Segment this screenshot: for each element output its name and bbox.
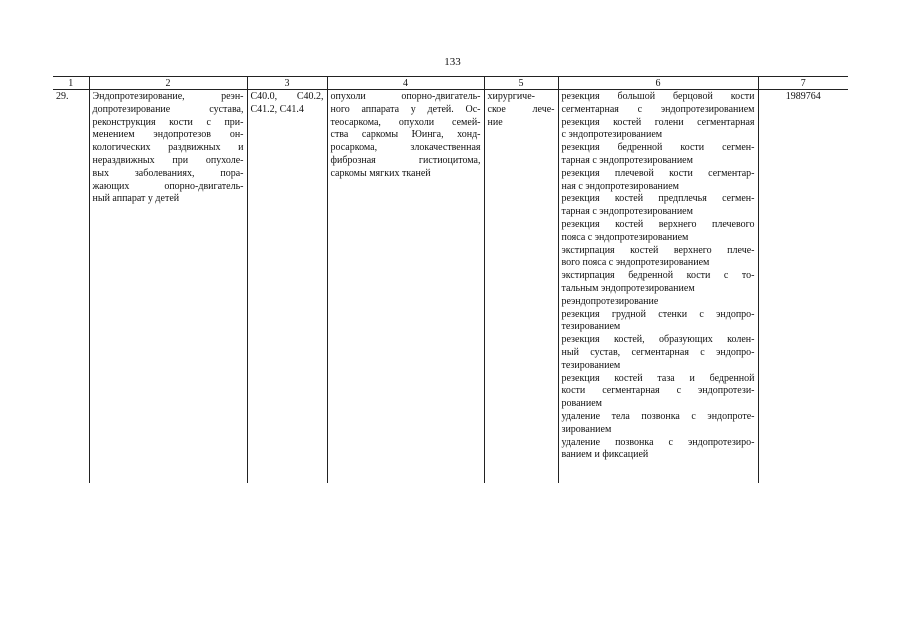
row-number-cell [53, 90, 89, 484]
diagnosis-line: опухоли опорно-двигатель- [330, 91, 481, 102]
column-header-7: 7 [758, 77, 848, 90]
treatment-method-line: с эндопротезированием [561, 129, 663, 141]
procedure-name-line: менением эндопротезов он- [92, 129, 244, 141]
procedure-name-line: вых заболеваниях, пора- [92, 167, 244, 179]
treatment-method-line: резекция грудной стенки с эндопро- [561, 308, 755, 320]
treatment-method-line: реэндопротезирование [561, 295, 659, 307]
treatment-method-line: резекция бедренной кости сегмен- [561, 142, 755, 154]
icd-codes-line: C40.0, C40.2, [250, 91, 324, 102]
treatment-method-line: рованием [561, 398, 602, 410]
treatment-method-line: резекция костей, образующих колен- [561, 334, 755, 346]
diagnosis-line: росаркома, злокачественная [330, 142, 481, 154]
treatment-type-line: ское лече- [487, 103, 555, 115]
treatment-method-line: тарная с эндопротезированием [561, 206, 693, 218]
treatment-method-line: ный сустав, сегментарная с эндопро- [561, 346, 755, 358]
procedure-name-line: ный аппарат у детей [92, 193, 180, 205]
treatment-method-line: сегментарная с эндопротезированием [561, 103, 755, 115]
column-header-4: 4 [327, 77, 484, 90]
treatment-method-line: ная с эндопротезированием [561, 180, 680, 192]
standard-value: 1989764 [785, 91, 821, 102]
treatment-method-line: резекция костей верхнего плечевого [561, 218, 755, 230]
column-header-2: 2 [89, 77, 247, 90]
treatment-method-line: пояса с эндопротезированием [561, 231, 689, 243]
procedure-name-line: допротезирование сустава, [92, 103, 244, 115]
diagnosis-line: теосаркома, опухоли семей- [330, 116, 481, 128]
treatment-method-line: экстирпация костей верхнего плече- [561, 244, 755, 256]
header-row [53, 77, 848, 90]
procedure-name-line: кологических раздвижных и [92, 142, 244, 154]
procedure-name-line: Эндопротезирование, реэн- [92, 91, 244, 102]
treatment-type-cell [484, 90, 558, 484]
procedure-name-cell [89, 90, 247, 484]
data-table [53, 76, 848, 483]
standard-value-cell [758, 90, 848, 484]
treatment-method-line: резекция костей голени сегментарная [561, 116, 755, 128]
diagnosis-line: ного аппарата у детей. Ос- [330, 103, 481, 115]
column-header-6: 6 [558, 77, 758, 90]
procedure-name-line: реконструкция кости с при- [92, 116, 244, 128]
treatment-method-line: удаление тела позвонка с эндопроте- [561, 410, 755, 422]
treatment-type-line: ние [487, 116, 503, 128]
column-header-1: 1 [53, 77, 89, 90]
treatment-method-line: тарная с эндопротезированием [561, 154, 693, 166]
treatment-method-line: ванием и фиксацией [561, 449, 649, 461]
icd-codes-cell [247, 90, 327, 484]
treatment-method-line: тезированием [561, 359, 621, 371]
treatment-method-line: удаление позвонка с эндопротезиро- [561, 436, 755, 448]
treatment-method-line: тальным эндопротезированием [561, 282, 695, 294]
procedure-name-line: нераздвижных при опухоле- [92, 154, 244, 166]
treatment-method-line: тезированием [561, 321, 621, 333]
treatment-method-line: вого пояса с эндопротезированием [561, 257, 710, 269]
diagnosis-line: саркомы мягких тканей [330, 167, 431, 179]
procedure-name-line: жающих опорно-двигатель- [92, 180, 244, 192]
column-header-3: 3 [247, 77, 327, 90]
treatment-method-line: резекция костей таза и бедренной [561, 372, 755, 384]
treatment-method-line: зированием [561, 423, 612, 435]
treatment-methods-cell [558, 90, 758, 484]
treatment-method-line: кости сегментарная с эндопротези- [561, 385, 755, 397]
diagnosis-line: ства саркомы Юинга, хонд- [330, 129, 481, 141]
diagnosis-line: фиброзная гистиоцитома, [330, 154, 481, 166]
treatment-method-line: резекция большой берцовой кости [561, 91, 755, 102]
table-row [53, 90, 848, 484]
treatment-method-line: резекция костей предплечья сегмен- [561, 193, 755, 205]
column-header-5: 5 [484, 77, 558, 90]
row-number: 29. [56, 91, 69, 102]
treatment-method-line: экстирпация бедренной кости с то- [561, 270, 755, 282]
diagnosis-cell [327, 90, 484, 484]
page-number: 133 [444, 56, 461, 68]
icd-codes-line: C41.2, C41.4 [250, 103, 304, 115]
treatment-method-line: резекция плечевой кости сегментар- [561, 167, 755, 179]
treatment-type-line: хирургиче- [487, 91, 535, 102]
